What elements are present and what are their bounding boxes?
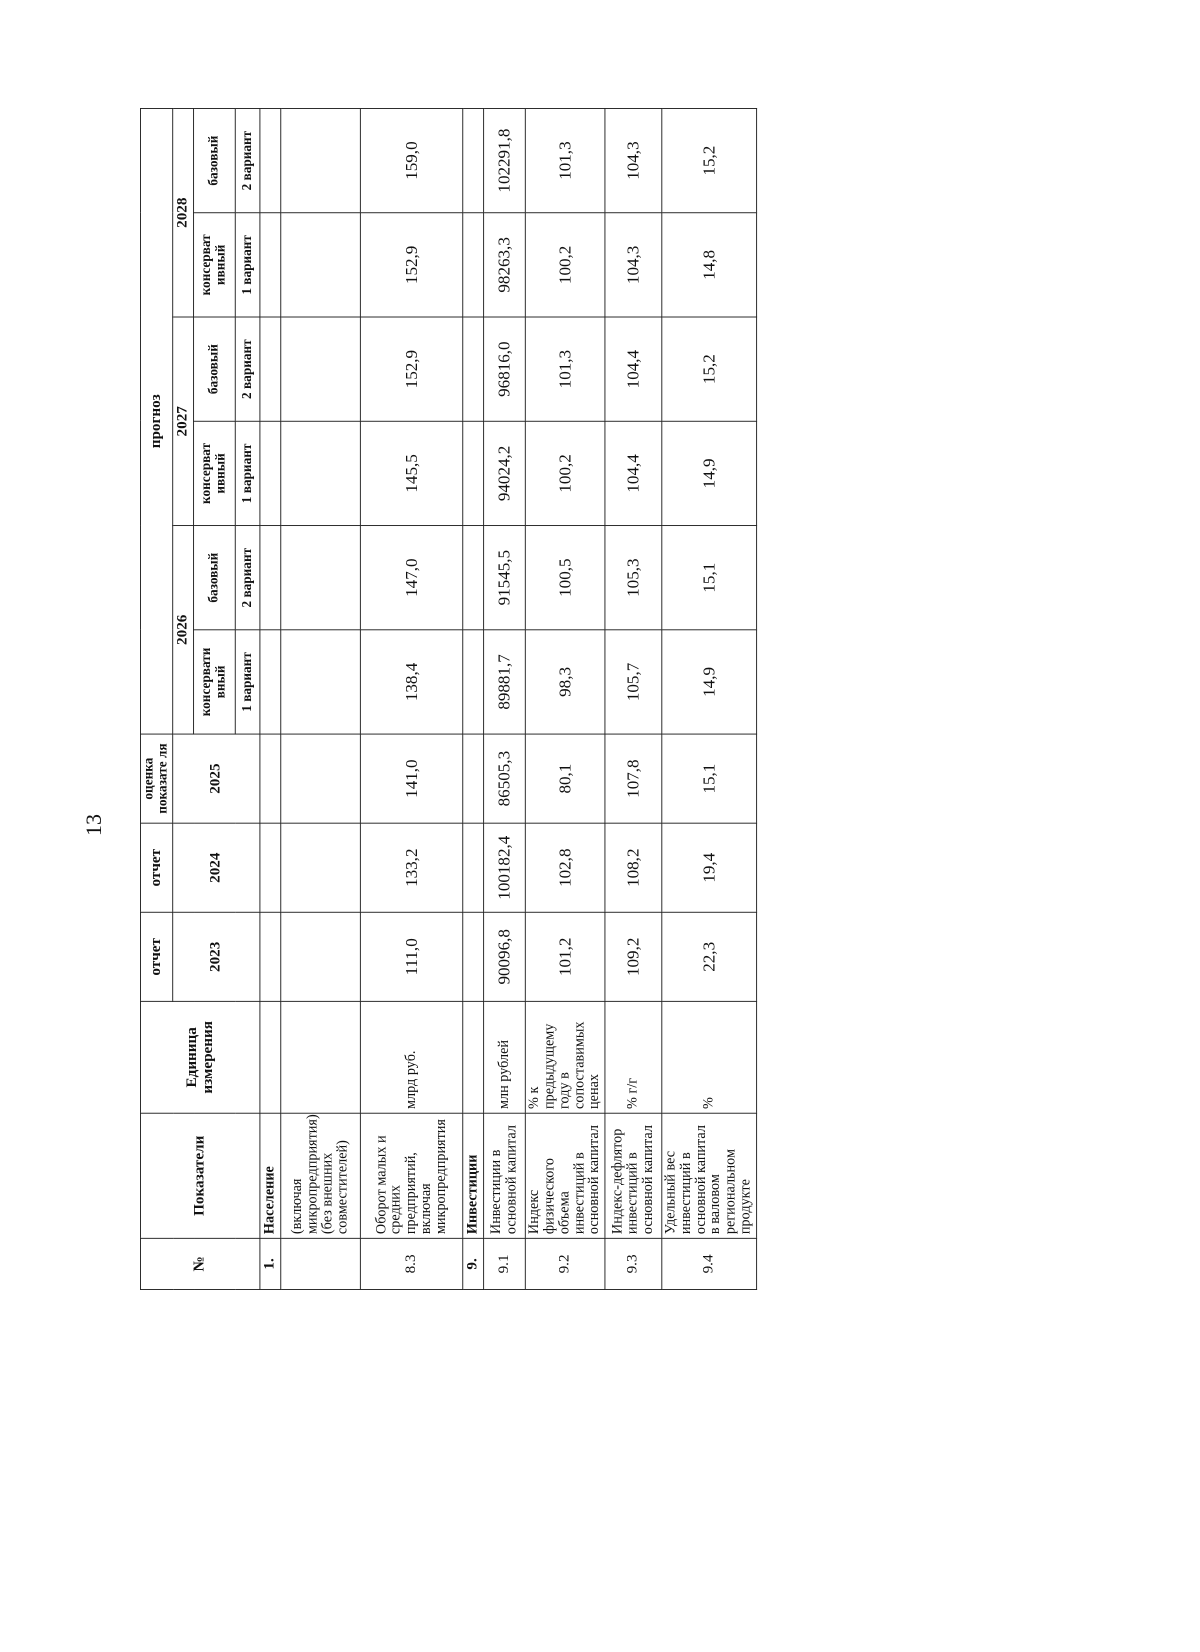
header-2028-variant2: 2 вариант [236, 108, 261, 212]
row-indicator: Индекс физического объема инвестиций в основной капитал [526, 1113, 605, 1238]
header-2028-conservative: консерват ивный [194, 213, 236, 317]
table-body [260, 108, 756, 1289]
value-cell: 111,0 [361, 912, 463, 1001]
row-unit: % г/г [605, 1001, 662, 1113]
value-cell: 152,9 [361, 213, 463, 317]
value-cell [260, 317, 281, 421]
value-cell [281, 823, 361, 912]
value-cell [463, 734, 484, 823]
value-cell: 104,3 [605, 108, 662, 212]
header-2028-base: базовый [194, 108, 236, 212]
header-report-2024: отчет [140, 823, 173, 912]
header-estimate-2025: оценка показате ля [140, 734, 173, 823]
row-unit [281, 1001, 361, 1113]
value-cell: 141,0 [361, 734, 463, 823]
header-2026-conservative: консервати вный [194, 630, 236, 734]
row-number: 9.1 [484, 1238, 526, 1289]
value-cell [281, 734, 361, 823]
value-cell [463, 630, 484, 734]
header-2026-variant2: 2 вариант [236, 526, 261, 630]
row-number: 9.2 [526, 1238, 605, 1289]
value-cell: 101,2 [526, 912, 605, 1001]
value-cell [260, 912, 281, 1001]
row-indicator: Инвестиции [463, 1113, 484, 1238]
value-cell [463, 317, 484, 421]
table-wrapper [140, 128, 1184, 1400]
value-cell: 86505,3 [484, 734, 526, 823]
value-cell: 109,2 [605, 912, 662, 1001]
value-cell [463, 823, 484, 912]
row-number: 9.3 [605, 1238, 662, 1289]
row-indicator: Индекс-дефлятор инвестиций в основной капитал [605, 1113, 662, 1238]
table-row [463, 108, 484, 1289]
header-indicator: Показатели [140, 1113, 260, 1238]
header-2026-base: базовый [194, 526, 236, 630]
rotated-table-container [140, 128, 927, 1290]
value-cell: 133,2 [361, 823, 463, 912]
value-cell [463, 526, 484, 630]
header-no: № [140, 1238, 260, 1289]
value-cell: 102,8 [526, 823, 605, 912]
value-cell: 100182,4 [484, 823, 526, 912]
value-cell: 104,4 [605, 317, 662, 421]
value-cell: 152,9 [361, 317, 463, 421]
header-2028-variant1: 1 вариант [236, 213, 261, 317]
value-cell [260, 421, 281, 525]
row-unit: млрд руб. [361, 1001, 463, 1113]
value-cell: 147,0 [361, 526, 463, 630]
value-cell: 138,4 [361, 630, 463, 734]
header-2027-base: базовый [194, 317, 236, 421]
value-cell: 89881,7 [484, 630, 526, 734]
value-cell: 98,3 [526, 630, 605, 734]
header-year-2023: 2023 [173, 912, 260, 1001]
value-cell: 91545,5 [484, 526, 526, 630]
value-cell [281, 630, 361, 734]
value-cell: 100,2 [526, 421, 605, 525]
row-number [281, 1238, 361, 1289]
value-cell [260, 108, 281, 212]
header-year-2026: 2026 [173, 526, 194, 735]
value-cell: 145,5 [361, 421, 463, 525]
header-2026-variant1: 1 вариант [236, 630, 261, 734]
row-indicator: (включая микропредприятия) (без внешних совместителей) [281, 1113, 361, 1238]
value-cell [260, 526, 281, 630]
table-row [260, 108, 281, 1289]
header-forecast: прогноз [140, 108, 173, 734]
value-cell: 15,2 [662, 108, 756, 212]
table-row [605, 108, 662, 1289]
value-cell [260, 630, 281, 734]
value-cell: 15,1 [662, 526, 756, 630]
row-number: 8.3 [361, 1238, 463, 1289]
value-cell [463, 421, 484, 525]
value-cell [260, 823, 281, 912]
value-cell: 14,8 [662, 213, 756, 317]
value-cell: 100,5 [526, 526, 605, 630]
value-cell [281, 526, 361, 630]
header-report-2023: отчет [140, 912, 173, 1001]
value-cell: 105,7 [605, 630, 662, 734]
value-cell: 104,3 [605, 213, 662, 317]
table-row [484, 108, 526, 1289]
value-cell: 14,9 [662, 630, 756, 734]
header-2027-variant2: 2 вариант [236, 317, 261, 421]
forecast-table [140, 108, 757, 1290]
header-year-2025: 2025 [173, 734, 260, 823]
value-cell [281, 421, 361, 525]
value-cell [463, 912, 484, 1001]
row-indicator: Удельный вес инвестиций в основной капитал в валовом региональном продукте [662, 1113, 756, 1238]
header-2027-conservative: консерват ивный [194, 421, 236, 525]
value-cell: 104,4 [605, 421, 662, 525]
value-cell: 22,3 [662, 912, 756, 1001]
value-cell: 19,4 [662, 823, 756, 912]
value-cell: 101,3 [526, 317, 605, 421]
row-unit: % [662, 1001, 756, 1113]
value-cell: 15,2 [662, 317, 756, 421]
row-indicator: Население [260, 1113, 281, 1238]
table-row [281, 108, 361, 1289]
value-cell: 105,3 [605, 526, 662, 630]
value-cell [463, 213, 484, 317]
value-cell: 90096,8 [484, 912, 526, 1001]
row-indicator: Инвестиции в основной капитал [484, 1113, 526, 1238]
table-row [662, 108, 756, 1289]
header-year-2027: 2027 [173, 317, 194, 526]
page-number: 13 [81, 814, 106, 836]
value-cell: 102291,8 [484, 108, 526, 212]
value-cell [260, 734, 281, 823]
row-indicator: Оборот малых и средних предприятий, включая микропредприятия [361, 1113, 463, 1238]
value-cell [281, 213, 361, 317]
value-cell [260, 213, 281, 317]
value-cell: 107,8 [605, 734, 662, 823]
header-year-2024: 2024 [173, 823, 260, 912]
row-unit: % к предыдущему году в сопоставимых ценах [526, 1001, 605, 1113]
value-cell: 100,2 [526, 213, 605, 317]
value-cell: 108,2 [605, 823, 662, 912]
row-unit [463, 1001, 484, 1113]
row-number: 9.4 [662, 1238, 756, 1289]
value-cell: 80,1 [526, 734, 605, 823]
header-year-2028: 2028 [173, 108, 194, 317]
value-cell: 101,3 [526, 108, 605, 212]
row-unit [260, 1001, 281, 1113]
value-cell: 98263,3 [484, 213, 526, 317]
header-unit: Единица измерения [140, 1001, 260, 1113]
value-cell: 94024,2 [484, 421, 526, 525]
value-cell [463, 108, 484, 212]
value-cell: 14,9 [662, 421, 756, 525]
row-number: 1. [260, 1238, 281, 1289]
table-row [361, 108, 463, 1289]
value-cell: 159,0 [361, 108, 463, 212]
table-row [526, 108, 605, 1289]
value-cell [281, 108, 361, 212]
row-unit: млн рублей [484, 1001, 526, 1113]
value-cell: 15,1 [662, 734, 756, 823]
value-cell [281, 912, 361, 1001]
value-cell [281, 317, 361, 421]
row-number: 9. [463, 1238, 484, 1289]
header-2027-variant1: 1 вариант [236, 421, 261, 525]
value-cell: 96816,0 [484, 317, 526, 421]
